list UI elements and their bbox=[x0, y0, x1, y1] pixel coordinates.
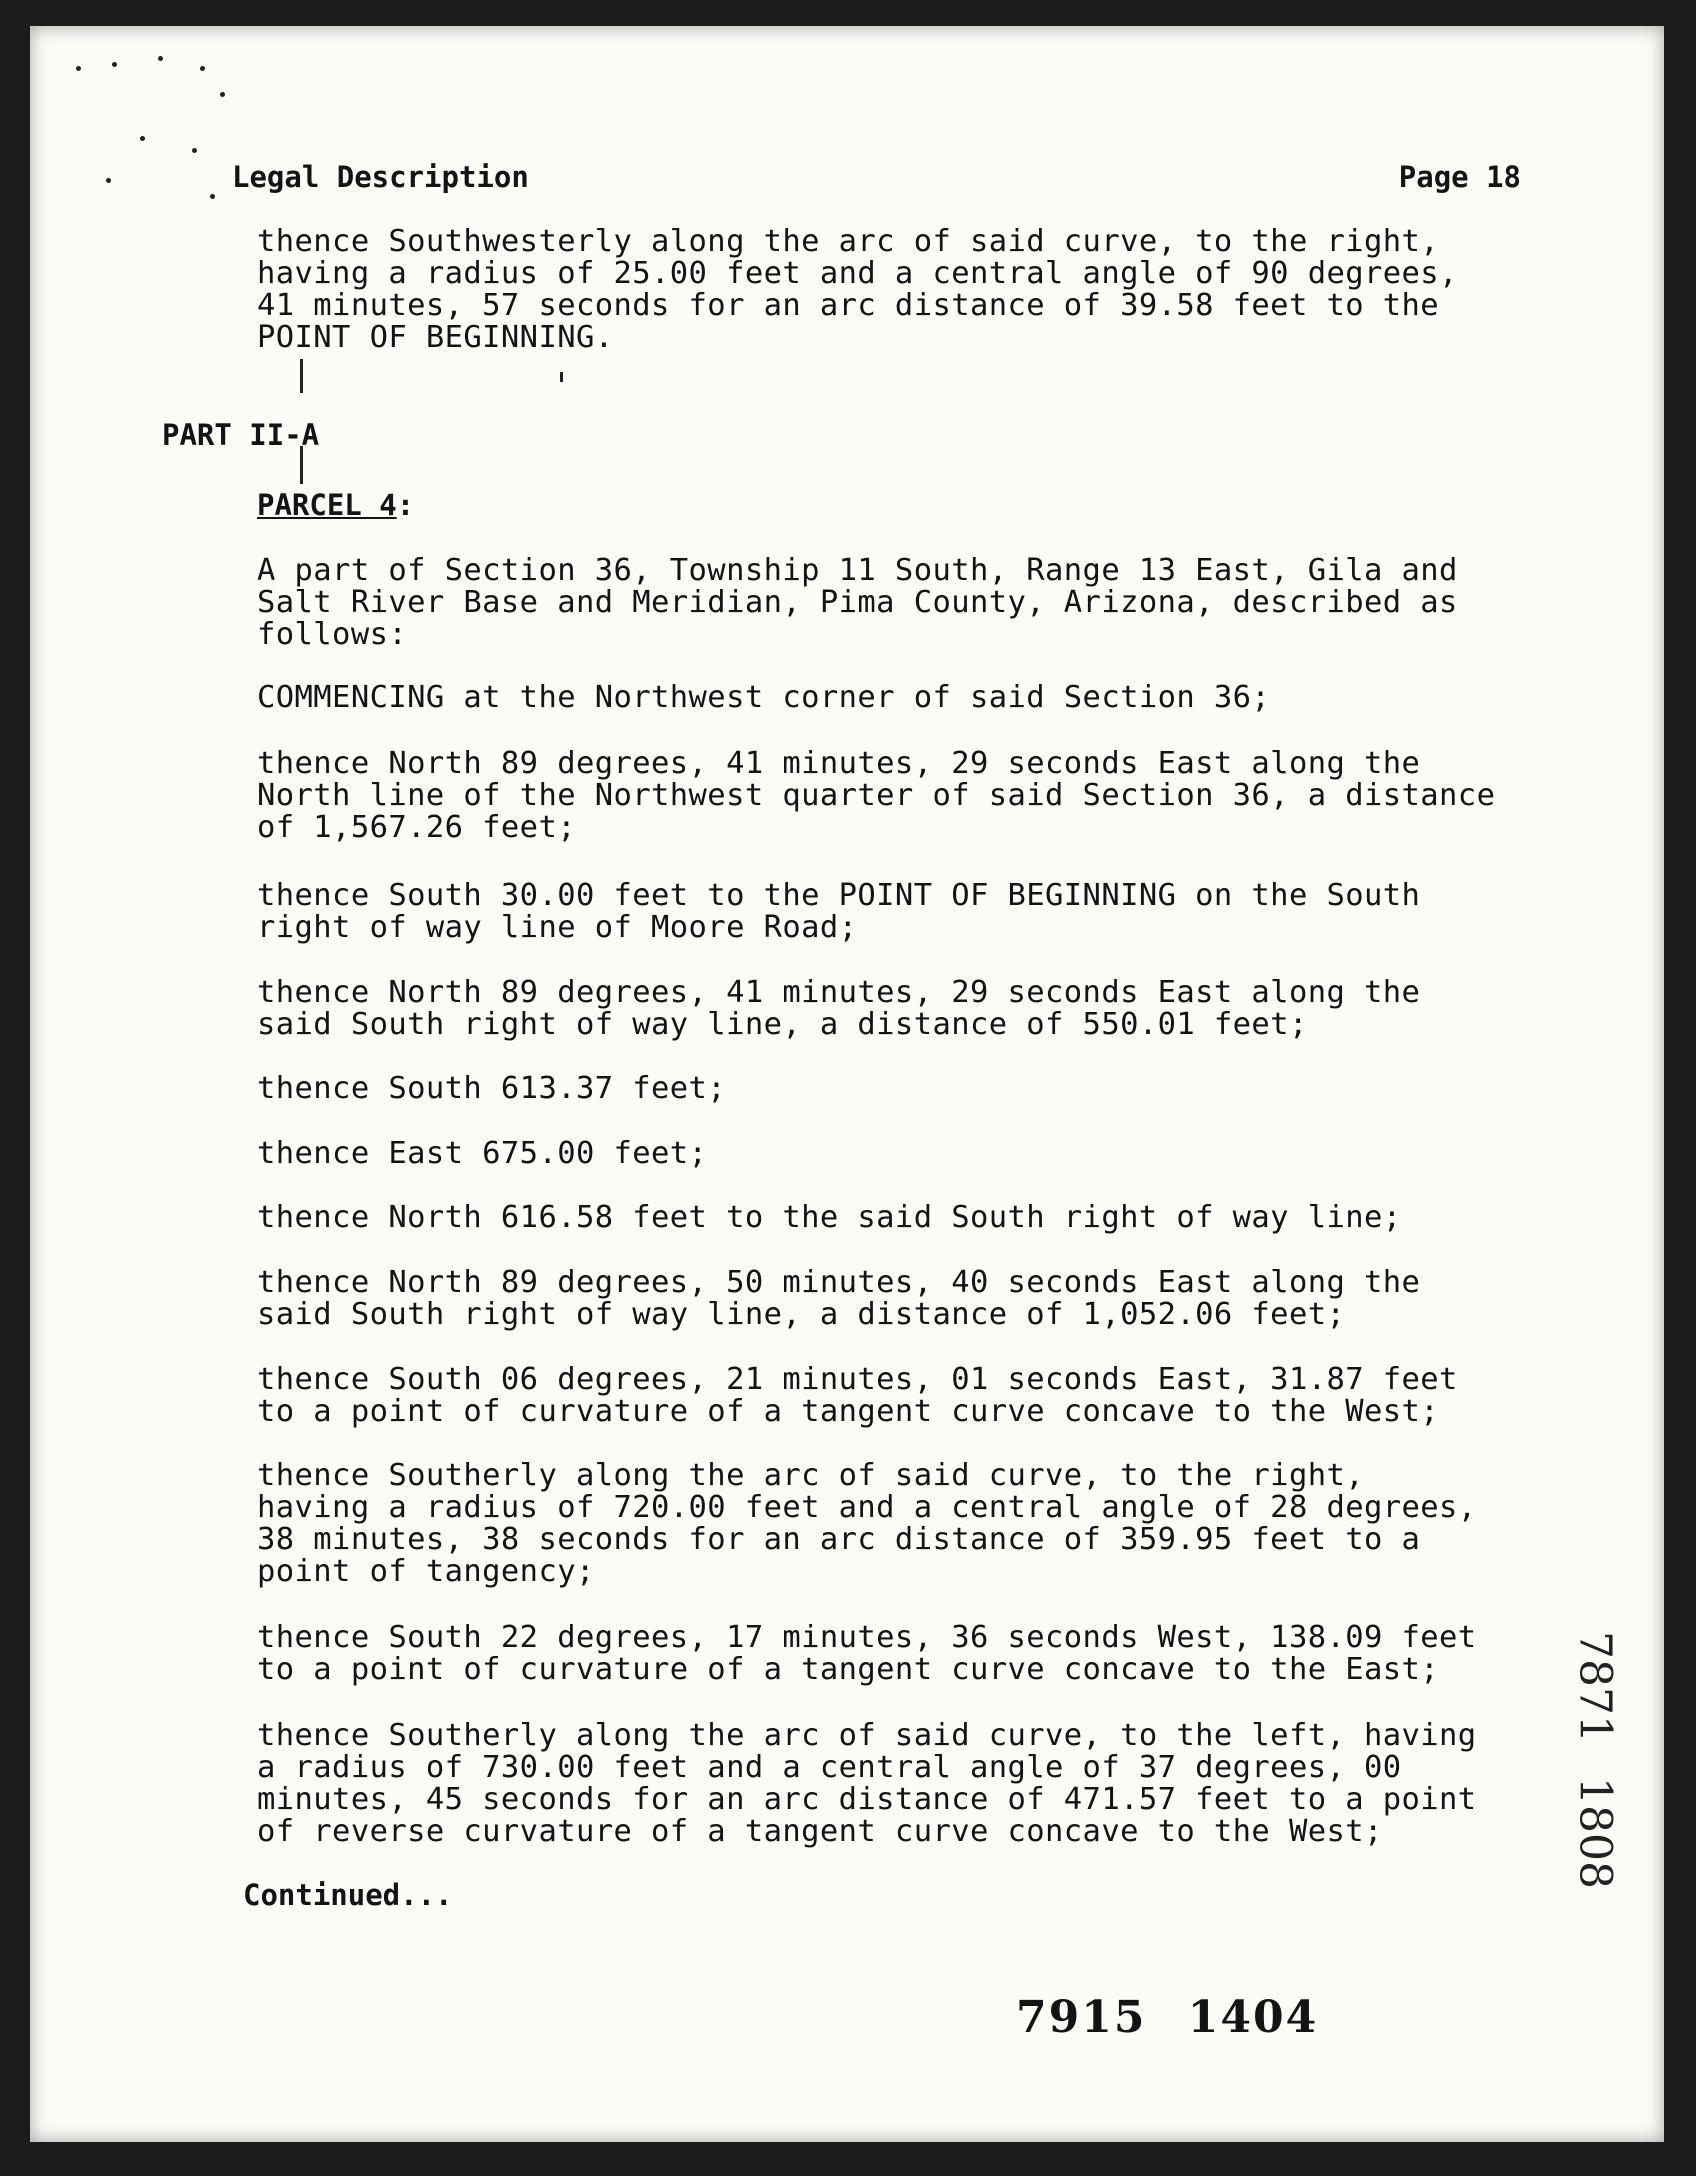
scan-speck bbox=[140, 136, 145, 141]
page-number: Page 18 bbox=[1398, 160, 1521, 194]
continued-note: Continued... bbox=[243, 1878, 453, 1912]
header-title: Legal Description bbox=[232, 160, 529, 194]
paragraph-call: thence Southerly along the arc of said curve, to the right, having a radius of 720.00 feet and a central angle of 28 degrees, 38 minutes, 38 seconds for an arc distance of 359.95 feet to a point of tangency; bbox=[257, 1458, 1477, 1589]
scan-speck bbox=[112, 62, 117, 67]
scan-speck bbox=[106, 178, 111, 183]
parcel-colon: : bbox=[396, 488, 415, 522]
paragraph-call: thence South 613.37 feet; bbox=[257, 1071, 727, 1106]
stray-mark bbox=[560, 372, 563, 382]
scan-speck bbox=[220, 92, 225, 97]
paragraph-call: thence North 89 degrees, 50 minutes, 40 seconds East along the said South right of way line, a distance of 1,052.06 feet; bbox=[257, 1265, 1421, 1332]
paragraph-call: thence South 22 degrees, 17 minutes, 36 seconds West, 138.09 feet to a point of curvature of a tangent curve concave to the East; bbox=[257, 1620, 1477, 1687]
scan-speck bbox=[158, 56, 163, 61]
paragraph-call: thence Southerly along the arc of said curve, to the left, having a radius of 730.00 feet and a central angle of 37 degrees, 00 minutes, 45 seconds for an arc distance of 471.57 feet to a point of reverse curvature of a tangent curve concave to the West; bbox=[257, 1718, 1477, 1849]
paragraph-commencing: COMMENCING at the Northwest corner of said Section 36; bbox=[257, 680, 1271, 715]
part-heading: PART II-A bbox=[162, 418, 320, 452]
scan-speck bbox=[210, 194, 215, 199]
document-header bbox=[232, 160, 1521, 194]
book-page-number: 7915 1404 bbox=[1016, 1992, 1319, 2043]
scan-speck bbox=[192, 148, 197, 153]
paragraph-call: thence North 89 degrees, 41 minutes, 29 seconds East along the said South right of way line, a distance of 550.01 feet; bbox=[257, 975, 1421, 1042]
paragraph-call: thence North 616.58 feet to the said South right of way line; bbox=[257, 1200, 1402, 1235]
paragraph-call: thence South 06 degrees, 21 minutes, 01 seconds East, 31.87 feet to a point of curvature of a tangent curve concave to the West; bbox=[257, 1362, 1458, 1429]
paragraph-call: thence South 30.00 feet to the POINT OF BEGINNING on the South right of way line of Moore Road; bbox=[257, 878, 1421, 945]
paragraph-call: thence East 675.00 feet; bbox=[257, 1136, 708, 1171]
paragraph-call: thence North 89 degrees, 41 minutes, 29 seconds East along the North line of the Northwest quarter of said Section 36, a distance of 1,567.26 feet; bbox=[257, 746, 1496, 845]
margin-stamp-text: 7871 1808 bbox=[1569, 1631, 1621, 1889]
margin-stamp bbox=[1565, 1580, 1625, 1940]
scan-speck bbox=[200, 66, 205, 71]
paragraph-section-description: A part of Section 36, Township 11 South, Range 13 East, Gila and Salt River Base and Meridian, Pima County, Arizona, described as follows: bbox=[257, 553, 1458, 652]
parcel-label: PARCEL 4 bbox=[257, 488, 397, 522]
scan-speck bbox=[76, 66, 81, 71]
stray-mark bbox=[300, 359, 303, 393]
parcel-heading bbox=[257, 488, 414, 522]
paragraph-arc-to-beginning: thence Southwesterly along the arc of said curve, to the right, having a radius of 25.00 feet and a central angle of 90 degrees, 41 minutes, 57 seconds for an arc distance of 39.58 feet to the POINT OF BEGINNING. bbox=[257, 224, 1458, 355]
